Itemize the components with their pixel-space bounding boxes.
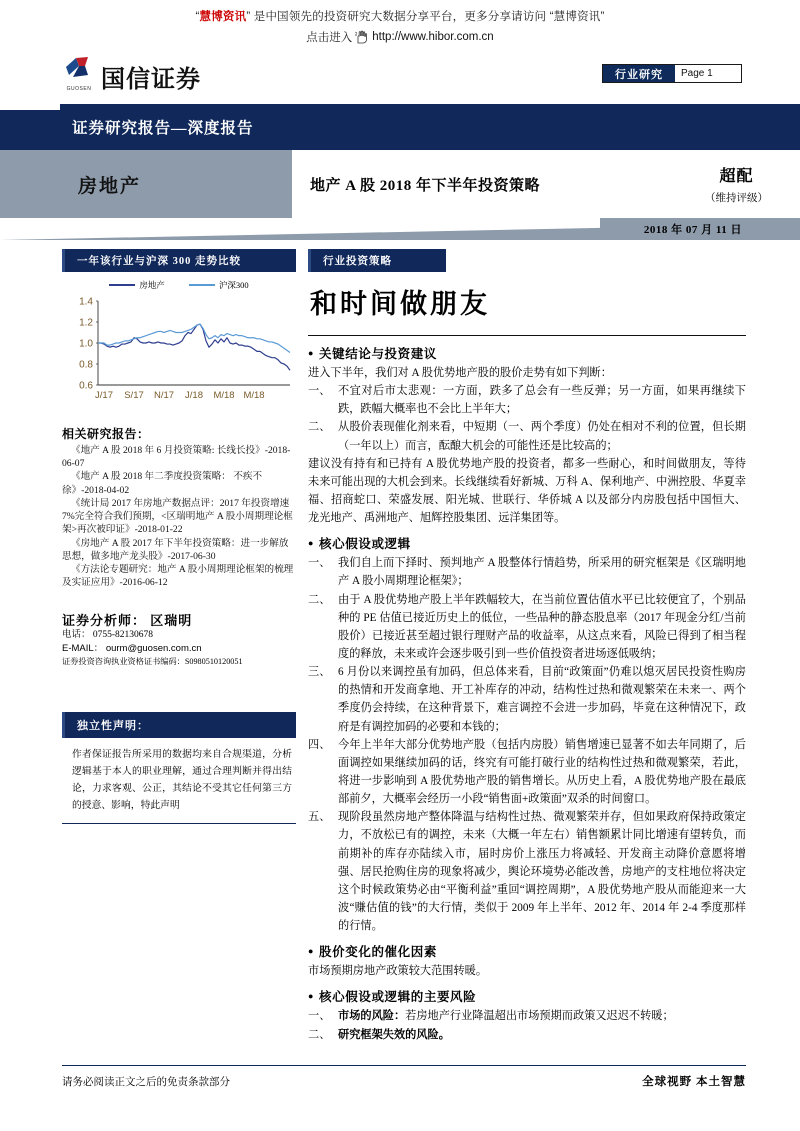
band-notch (0, 104, 60, 110)
section-title-risks: ● 核心假设或逻辑的主要风险 (308, 987, 746, 1005)
related-report-item[interactable]: 《统计局 2017 年房地产数据点评：2017 年投资增速 7%完全符合我们预期，<区瑞明地产 A 股小周期理论框架>再次被印证》-2018-01-22 (62, 497, 293, 536)
related-reports-list (62, 444, 296, 590)
assumption-item-text: 由于 A 股优势地产股上半年跌幅较大，在当前位置估值水平已比较便宜了，个别品种的 PE 估值已接近历史上的低位，一些品种的静态股息率（2017 年现金分红/当前股价）已接近甚至超过银行理财产品的收益率，从这点来看，风险已得到了相当程度的释放，未来或许会逐步吸引到一些价值投资者进场逐低吸纳； (338, 593, 746, 660)
assumption-item (308, 591, 746, 664)
risk-item-number: 一、 (308, 1010, 331, 1023)
promo-brand: 慧博资讯 (199, 11, 247, 23)
performance-chart (62, 279, 296, 411)
brand-row (0, 45, 800, 92)
related-reports-title: 相关研究报告： (62, 427, 150, 441)
date-bar (0, 218, 800, 240)
conclusion-item-text: 不宜对后市太悲观：一方面，跌多了总会有一些反弹；另一方面，如果再继续下跌，跌幅大概率也不会比上半年大； (338, 385, 746, 416)
rating-note: （维持评级） (705, 193, 768, 204)
company-logo (64, 55, 201, 92)
strategy-tab-label: 行业投资策略 (308, 249, 446, 272)
section-title-key-conclusions: ● 关键结论与投资建议 (308, 344, 746, 362)
footer-disclaimer: 请务必阅读正文之后的免责条款部分 (62, 1076, 230, 1088)
chart-y-tick-label: 1.4 (79, 296, 93, 308)
legend-item-1 (189, 279, 249, 291)
promo-banner (0, 0, 800, 45)
section-1-intro: 进入下半年，我们对 A 股优势地产股的股价走势有如下判断： (308, 367, 612, 379)
article-headline: 和时间做朋友 (310, 289, 490, 319)
assumption-item-number: 五、 (308, 811, 331, 824)
assumption-item-text: 我们自上而下择时、预判地产 A 股整体行情趋势，所采用的研究框架是《区瑞明地产 A 股小周期理论框架》； (338, 557, 746, 588)
analyst-email-label: E-MAIL： (62, 643, 104, 655)
report-type-title: 证券研究报告—深度报告 (72, 120, 254, 137)
independence-statement (62, 712, 296, 823)
legend-item-0 (109, 279, 165, 291)
section-1-items (308, 382, 746, 455)
analyst-certificate: 证券投资咨询执业资格证书编码：S0980510120051 (62, 657, 243, 667)
assumption-item-text: 6 月份以来调控虽有加码，但总体来看，目前“政策面”仍难以熄灭居民投资性购房的热情和开发商拿地、开工补库存的冲动，结构性过热和微观繁荣在未来一、两个季度仍会持续，在这种背景下，难言调控不会进一步加码，毕竟在这种情况下，政府是有调控加码的必要和本钱的； (338, 666, 746, 733)
headline-divider (308, 335, 746, 336)
legend-label-1: 沪深300 (218, 280, 249, 290)
title-rating-block (292, 150, 800, 218)
chart-y-tick-label: 0.6 (79, 380, 93, 392)
analyst-email[interactable]: ourm@guosen.com.cn (105, 643, 202, 655)
risk-item-text (338, 1026, 746, 1044)
sector-block (0, 150, 292, 218)
risk-item-emphasis: 市场的风险： (338, 1010, 406, 1023)
rating-value: 超配 (719, 168, 754, 185)
chart-legend (62, 279, 296, 291)
promo-line-1 (0, 8, 800, 24)
independence-body: 作者保证报告所采用的数据均来自合规渠道，分析逻辑基于本人的职业理解，通过合理判断并得出结论，力求客观、公正，其结论不受其它任何第三方的授意、影响，特此声明 (62, 738, 296, 823)
risk-item (308, 1026, 746, 1044)
chart-x-tick-label: J/18 (185, 390, 203, 401)
risk-item-text: 市场的风险：若房地产行业降温超出市场预期而政策又迟迟不转暖； (338, 1010, 674, 1023)
rating-block (705, 163, 772, 205)
report-title: 地产 A 股 2018 年下半年投资策略 (310, 177, 541, 194)
section-1-closing: 建议没有持有和已持有 A 股优势地产股的投资者，都多一些耐心，和时间做朋友，等待未来可能出现的大机会到来。长线继续看好新城、万科 A、保利地产、中洲控股、华夏幸福、招商蛇口、荣盛发展、阳光城、世联行、华侨城 A 以及部分内房股包括中国恒大、龙光地产、禹洲地产、旭辉控股集团、远洋集团等。 (308, 457, 746, 525)
legend-swatch-0 (109, 284, 135, 286)
promo-line-1-text: ” 是中国领先的投资研究大数据分享平台，更多分享请访问 “慧博资讯” (246, 11, 605, 23)
assumption-item-text: 今年上半年大部分优势地产股（包括内房股）销售增速已显著不如去年同期了，后面调控如果继续加码的话，终究有可能打破行业的结构性过热和微观繁荣，若此，将进一步影响到 A 股优势地产股的销售增长。从历史上看，A 股优势地产股在最底部前夕，大概率会经历一小段“销售面+政策面”双杀的时间窗口。 (338, 738, 746, 806)
promo-line-2 (0, 29, 800, 45)
section-title-core-assumptions: ● 核心假设或逻辑 (308, 534, 746, 552)
page-number-label: Page 1 (675, 65, 741, 82)
conclusion-item-text: 从股价表现催化剂来看，中短期（一、两个季度）仍处在相对不利的位置，但长期（一年以上）而言，酝酿大机会的可能性还是比较高的； (338, 421, 746, 452)
chart-canvas (62, 293, 296, 411)
conclusion-item (308, 418, 746, 454)
conclusion-item-number: 二、 (308, 421, 331, 434)
legend-label-0: 房地产 (139, 280, 165, 290)
promo-click-label: 点击进入 (306, 32, 353, 44)
report-header (0, 150, 800, 218)
chart-y-tick-label: 0.8 (79, 359, 93, 371)
assumption-item-number: 三、 (308, 666, 331, 679)
assumption-item (308, 808, 746, 935)
promo-url-link[interactable]: http://www.hibor.com.cn (372, 31, 494, 43)
footer-divider (62, 1065, 746, 1066)
section-2-items (308, 554, 746, 935)
chart-x-tick-label: M/18 (243, 390, 265, 401)
main-article (308, 249, 746, 1044)
analyst-phone-label: 电话： (62, 629, 91, 640)
conclusion-item (308, 382, 746, 418)
sector-name: 房地产 (78, 175, 142, 197)
chart-x-tick-label: N/17 (153, 390, 175, 401)
related-report-item[interactable]: 《房地产 A 股 2017 年下半年投资策略：进一步解放思想，做多地产龙头股》-2017-06-30 (62, 537, 289, 562)
chart-series-line-0 (98, 324, 290, 370)
page-footer (62, 1065, 746, 1089)
page-indicator (602, 64, 742, 83)
section-title-catalysts: ● 股价变化的催化因素 (308, 942, 746, 960)
footer-slogan: 全球视野 本土智慧 (642, 1076, 746, 1088)
analyst-phone: 0755-82130678 (92, 629, 154, 640)
pointing-hand-icon (354, 30, 370, 44)
guosen-diamond-icon (64, 55, 94, 85)
analyst-email-row (62, 642, 296, 656)
section-3-text: 市场预期房地产政策较大范围转暖。 (308, 965, 488, 978)
research-category-label: 行业研究 (603, 65, 675, 82)
related-report-item[interactable]: 《方法论专题研究：地产 A 股小周期理论框架的梳理及实证应用》-2016-06-12 (62, 564, 294, 589)
analyst-phone-row (62, 629, 296, 643)
legend-swatch-1 (189, 284, 215, 286)
promo-quote-open: “ (195, 11, 200, 23)
risk-item (308, 1007, 746, 1025)
company-name: 国信证券 (101, 67, 201, 93)
independence-title: 独立性声明： (62, 712, 296, 738)
report-type-band (0, 104, 800, 150)
logo-pinyin: GUOSEN (66, 86, 92, 92)
chart-x-tick-label: M/18 (213, 390, 235, 401)
risk-item-emphasis: 研究框架失效的风险。 (338, 1028, 450, 1041)
assumption-item-number: 一、 (308, 557, 331, 570)
assumption-item (308, 663, 746, 736)
chart-y-tick-label: 1.2 (79, 317, 93, 329)
section-4-items (308, 1007, 746, 1043)
related-report-item[interactable]: 《地产 A 股 2018 年 6 月投资策略: 长线长投》-2018-06-07 (62, 445, 291, 470)
date-bar-cut (0, 218, 600, 240)
assumption-item-number: 四、 (308, 738, 331, 751)
assumption-item (308, 736, 746, 809)
chart-x-tick-label: J/17 (95, 390, 113, 401)
analyst-title: 证券分析师： 区瑞明 (62, 612, 193, 628)
report-date: 2018 年 07 月 11 日 (643, 224, 742, 236)
risk-item-number: 二、 (308, 1028, 331, 1041)
conclusion-item-number: 一、 (308, 385, 331, 398)
chart-tab-label: 一年该行业与沪深 300 走势比较 (62, 249, 296, 272)
chart-x-tick-label: S/17 (124, 390, 144, 401)
assumption-item-text: 现阶段虽然房地产整体降温与结构性过热、微观繁荣并存，但如果政府保持政策定力，不放松已有的调控，未来（大概一年左右）销售额累计同比增速有望转负，而前期补的库存亦陆续入市，届时房价上涨压力将减轻、开发商主动降价意愿将增强、居民抢购住房的现象将减少，舆论环境势必能改善，房地产的支柱地位将决定这个时候政策势必由“平衡利益”重回“调控周期”，A 股优势地产股从而能迎来一大波“赚估值的钱”的大行情，类似于 2009 年上半年、2012 年、2014 年 2-4 季度那样的行情。 (338, 811, 746, 933)
related-report-item[interactable]: 《地产 A 股 2018 年二季度投资策略： 不疾不徐》-2018-04-02 (62, 471, 263, 496)
chart-y-tick-label: 1.0 (79, 338, 93, 350)
assumption-item-number: 二、 (308, 593, 331, 606)
content-columns (0, 240, 800, 1044)
sidebar (62, 249, 296, 1044)
assumption-item (308, 554, 746, 590)
